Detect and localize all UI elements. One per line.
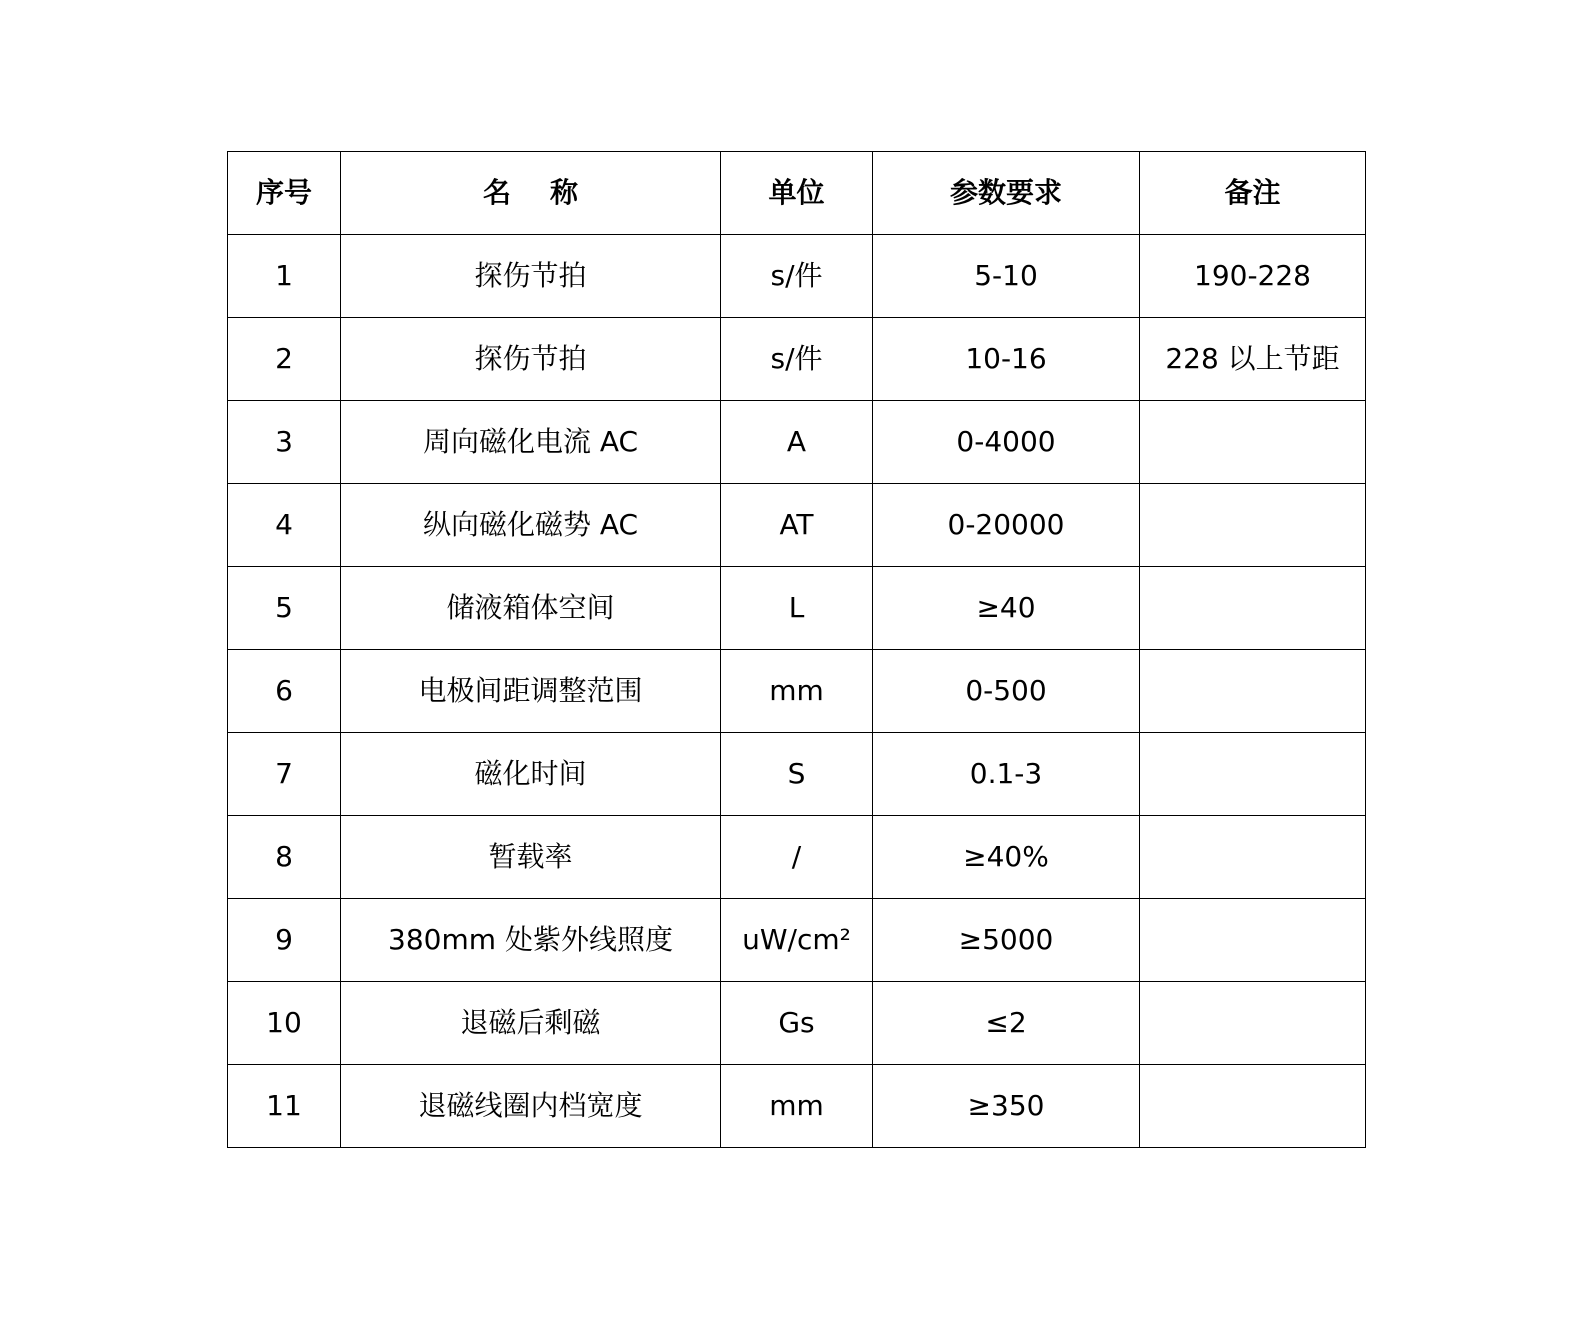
table-row — [228, 982, 1366, 1065]
table-row — [228, 318, 1366, 401]
cell-name: 探伤节拍 — [341, 235, 721, 318]
cell-remark — [1140, 816, 1366, 899]
cell-name: 磁化时间 — [341, 733, 721, 816]
cell-index: 10 — [228, 982, 341, 1065]
cell-index: 8 — [228, 816, 341, 899]
cell-name: 探伤节拍 — [341, 318, 721, 401]
cell-remark — [1140, 899, 1366, 982]
cell-unit: S — [721, 733, 873, 816]
cell-index: 1 — [228, 235, 341, 318]
cell-remark: 228 以上节距 — [1140, 318, 1366, 401]
cell-requirement: ≥40% — [873, 816, 1140, 899]
cell-index: 7 — [228, 733, 341, 816]
cell-unit: A — [721, 401, 873, 484]
header-row — [228, 152, 1366, 235]
header-index: 序号 — [228, 152, 341, 235]
cell-index: 9 — [228, 899, 341, 982]
cell-requirement: 5-10 — [873, 235, 1140, 318]
table-row — [228, 816, 1366, 899]
spec-table — [227, 151, 1366, 1148]
cell-name: 暂载率 — [341, 816, 721, 899]
cell-remark: 190-228 — [1140, 235, 1366, 318]
cell-remark — [1140, 401, 1366, 484]
header-remark: 备注 — [1140, 152, 1366, 235]
table-body — [228, 235, 1366, 1148]
header-name: 名 称 — [341, 152, 721, 235]
cell-unit: mm — [721, 1065, 873, 1148]
cell-index: 4 — [228, 484, 341, 567]
cell-unit: / — [721, 816, 873, 899]
cell-name: 退磁线圈内档宽度 — [341, 1065, 721, 1148]
header-requirement: 参数要求 — [873, 152, 1140, 235]
table-row — [228, 899, 1366, 982]
cell-remark — [1140, 567, 1366, 650]
cell-unit: uW/cm² — [721, 899, 873, 982]
table-row — [228, 650, 1366, 733]
table-row — [228, 1065, 1366, 1148]
cell-index: 3 — [228, 401, 341, 484]
cell-unit: s/件 — [721, 235, 873, 318]
cell-index: 11 — [228, 1065, 341, 1148]
cell-name: 周向磁化电流 AC — [341, 401, 721, 484]
cell-unit: Gs — [721, 982, 873, 1065]
cell-name: 纵向磁化磁势 AC — [341, 484, 721, 567]
cell-name: 380mm 处紫外线照度 — [341, 899, 721, 982]
cell-unit: L — [721, 567, 873, 650]
cell-remark — [1140, 1065, 1366, 1148]
table-row — [228, 733, 1366, 816]
cell-remark — [1140, 650, 1366, 733]
cell-requirement: 10-16 — [873, 318, 1140, 401]
cell-index: 2 — [228, 318, 341, 401]
cell-remark — [1140, 484, 1366, 567]
table-row — [228, 235, 1366, 318]
cell-unit: AT — [721, 484, 873, 567]
table-header — [228, 152, 1366, 235]
cell-requirement: ≥350 — [873, 1065, 1140, 1148]
cell-remark — [1140, 982, 1366, 1065]
cell-requirement: ≥40 — [873, 567, 1140, 650]
cell-requirement: 0-4000 — [873, 401, 1140, 484]
cell-requirement: ≤2 — [873, 982, 1140, 1065]
cell-name: 储液箱体空间 — [341, 567, 721, 650]
cell-requirement: ≥5000 — [873, 899, 1140, 982]
table-row — [228, 484, 1366, 567]
table-row — [228, 567, 1366, 650]
cell-requirement: 0-500 — [873, 650, 1140, 733]
cell-name: 电极间距调整范围 — [341, 650, 721, 733]
cell-unit: s/件 — [721, 318, 873, 401]
cell-remark — [1140, 733, 1366, 816]
cell-requirement: 0-20000 — [873, 484, 1140, 567]
cell-unit: mm — [721, 650, 873, 733]
header-unit: 单位 — [721, 152, 873, 235]
table-row — [228, 401, 1366, 484]
cell-index: 6 — [228, 650, 341, 733]
cell-name: 退磁后剩磁 — [341, 982, 721, 1065]
cell-requirement: 0.1-3 — [873, 733, 1140, 816]
cell-index: 5 — [228, 567, 341, 650]
